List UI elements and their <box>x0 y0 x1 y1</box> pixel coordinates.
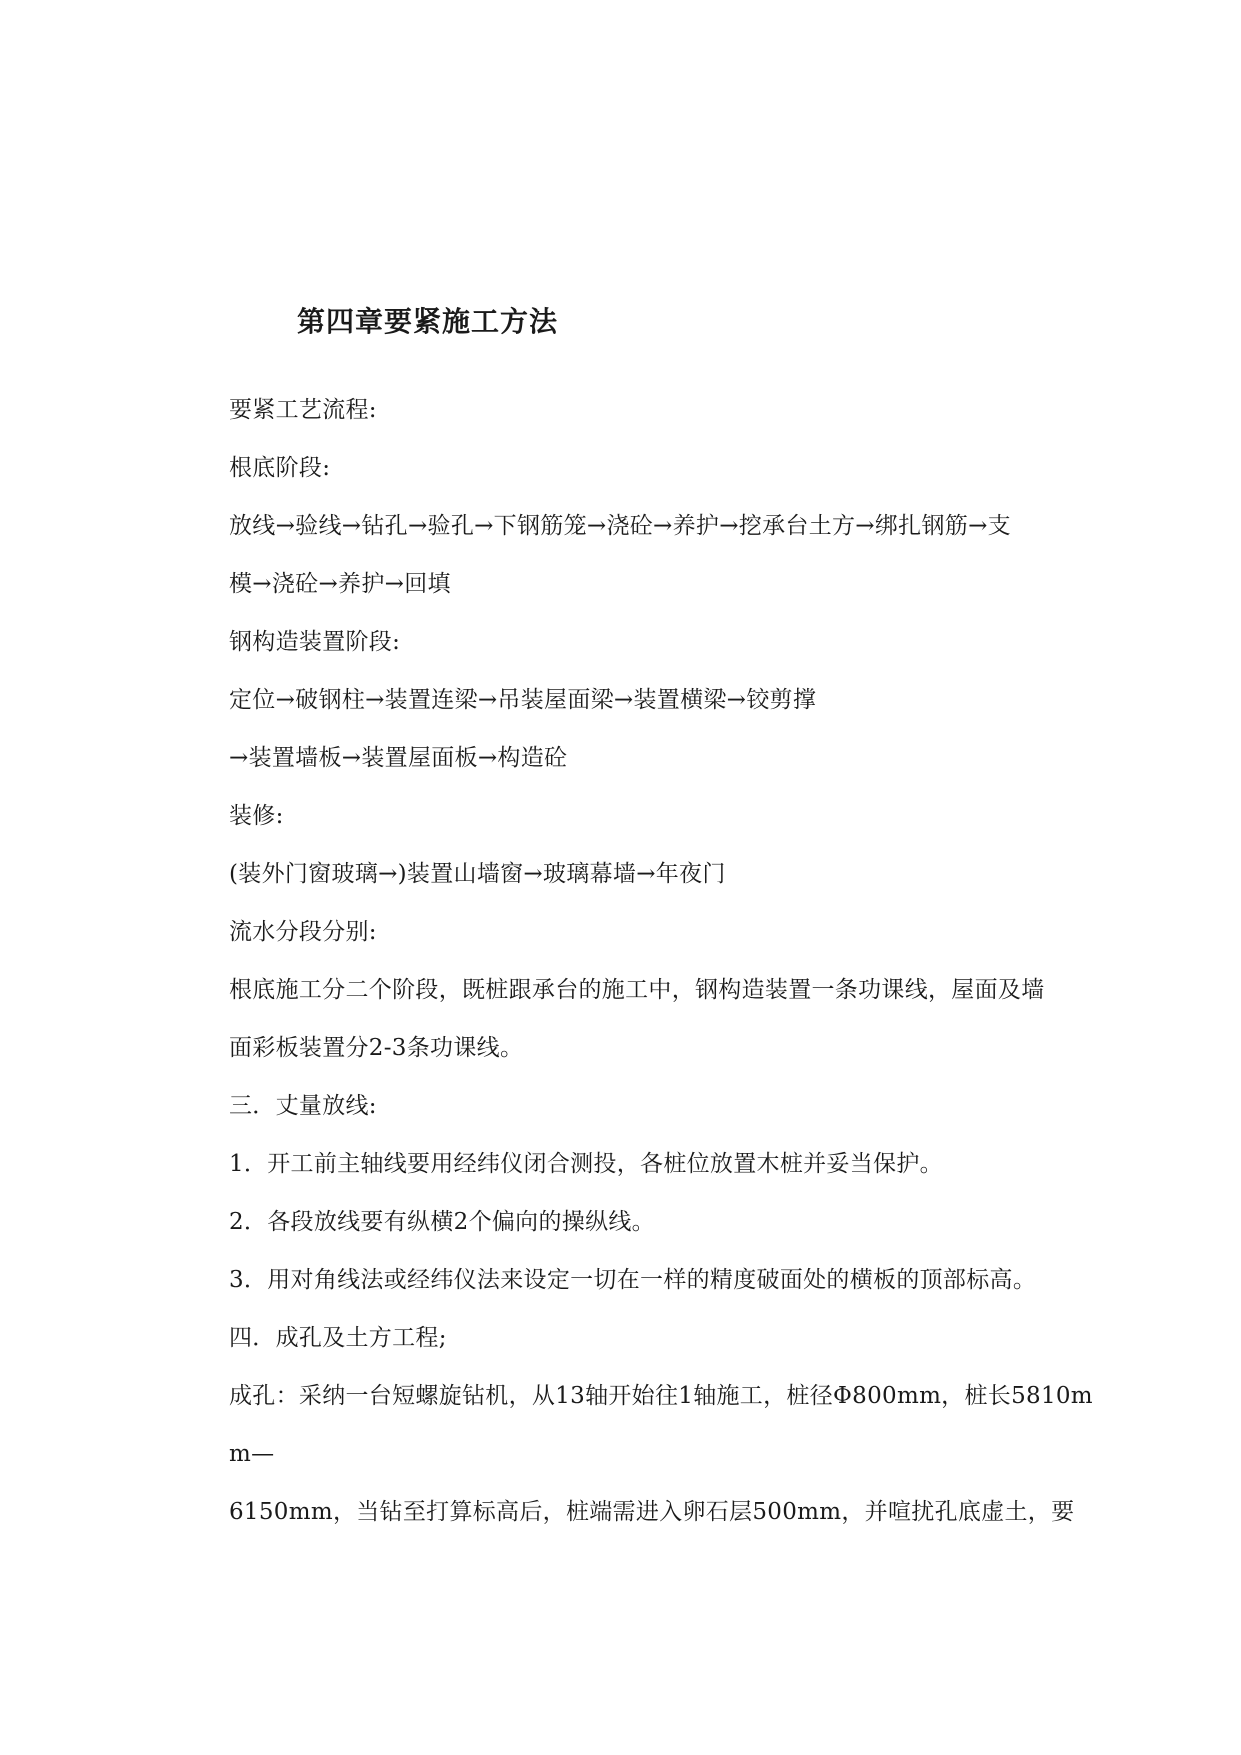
text-line-item-1: 1．开工前主轴线要用经纬仪闭合测投，各桩位放置木桩并妥当保护。 <box>229 1151 943 1177</box>
text-line-decoration-flow: (装外门窗玻璃→)装置山墙窗→玻璃幕墙→年夜门 <box>229 861 726 887</box>
text-line-drilling-3: 6150mm，当钻至打算标高后，桩端需进入卵石层500mm，并喧扰孔底虚土，要 <box>229 1499 1075 1525</box>
text-line-foundation-flow-2: 模→浇砼→养护→回填 <box>229 571 451 597</box>
text-line-decoration: 装修: <box>229 803 284 829</box>
text-line-item-3: 3．用对角线法或经纬仪法来设定一切在一样的精度破面处的横板的顶部标高。 <box>229 1267 1037 1293</box>
text-line-steel-flow-2: →装置墙板→装置屋面板→构造砼 <box>229 745 568 771</box>
text-line-segmentation-desc-1: 根底施工分二个阶段，既桩跟承台的施工中，钢构造装置一条功课线，屋面及墙 <box>229 977 1045 1003</box>
text-line-drilling-1: 成孔：采纳一台短螺旋钻机，从13轴开始往1轴施工，桩径Φ800mm，桩长5810m <box>229 1383 1093 1409</box>
text-line-steel-flow-1: 定位→破钢柱→装置连梁→吊装屋面梁→装置横梁→铰剪撑 <box>229 687 817 713</box>
text-line-drilling-2: m— <box>229 1441 275 1467</box>
text-line-segmentation-desc-2: 面彩板装置分2-3条功课线。 <box>229 1035 524 1061</box>
chapter-title: 第四章要紧施工方法 <box>297 305 559 338</box>
text-line-section-three: 三．丈量放线: <box>229 1093 377 1119</box>
text-line-foundation-flow-1: 放线→验线→钻孔→验孔→下钢筋笼→浇砼→养护→挖承台土方→绑扎钢筋→支 <box>229 513 1011 539</box>
text-line-flow-segmentation: 流水分段分别: <box>229 919 377 945</box>
text-line-process-heading: 要紧工艺流程: <box>229 397 377 423</box>
text-line-foundation-stage: 根底阶段: <box>229 455 331 481</box>
text-line-steel-stage: 钢构造装置阶段: <box>229 629 401 655</box>
text-line-item-2: 2．各段放线要有纵横2个偏向的操纵线。 <box>229 1209 655 1235</box>
text-line-section-four: 四．成孔及土方工程; <box>229 1325 447 1351</box>
